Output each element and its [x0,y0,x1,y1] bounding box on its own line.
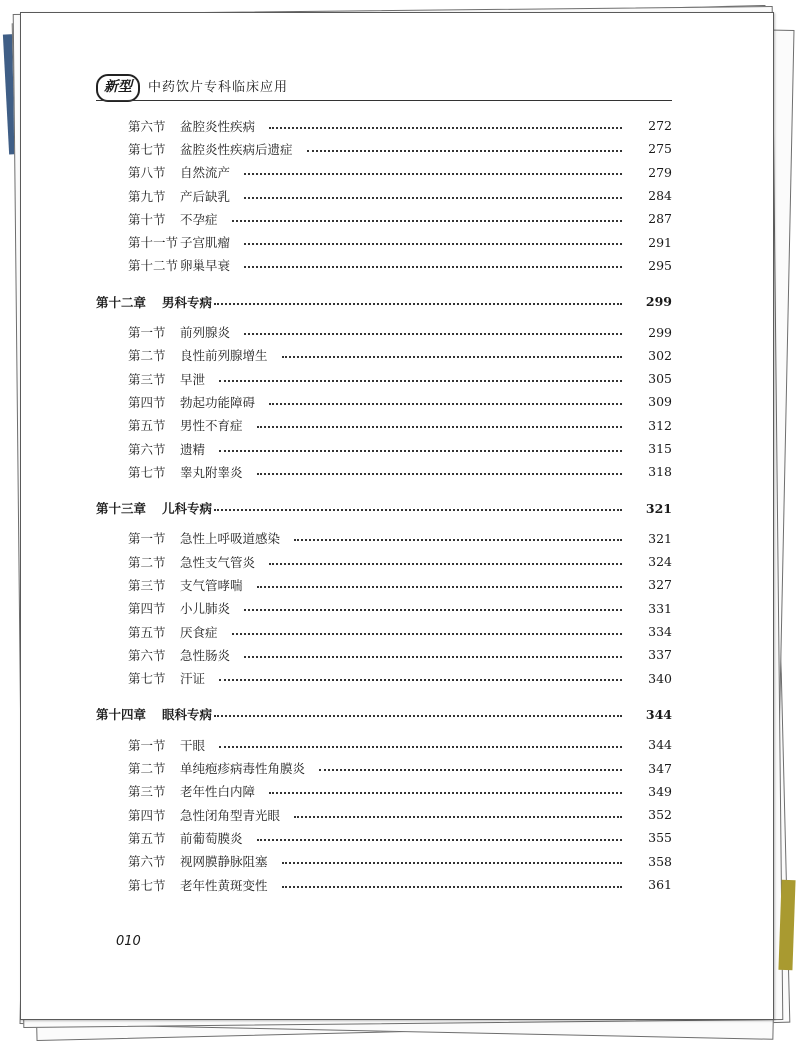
toc-entry-page: 309 [648,394,672,410]
toc-entry-number: 第十二章 [96,294,147,310]
toc-entry-label [96,499,212,517]
toc-entry-number: 第七节 [128,671,166,687]
toc-section-row [96,826,672,849]
toc-entry-label [128,759,305,777]
toc-entry-page: 321 [645,500,672,516]
toc-entry-page: 340 [648,670,672,686]
toc-entry-title: 急性上呼吸道感染 [180,531,281,547]
toc-entry-label [128,163,230,181]
toc-leader-dots [244,266,622,268]
toc-entry-label [128,736,205,754]
toc-entry-number: 第一节 [128,737,166,753]
toc-section-row [96,230,672,253]
toc-leader-dots [219,450,622,452]
toc-entry-title: 急性闭角型青光眼 [180,807,281,823]
toc-leader-dots [214,509,622,511]
toc-entry-page: 352 [648,807,672,823]
series-logo: 新型 [96,74,140,102]
toc-leader-dots [244,609,622,611]
toc-entry-label [128,669,205,687]
toc-entry-label [128,599,230,617]
toc-entry-label [128,140,293,158]
toc-entry-page: 324 [648,554,672,570]
toc-entry-label [128,187,230,205]
toc-entry-page: 275 [648,141,672,157]
toc-leader-dots [257,426,622,428]
toc-entry-title: 小儿肺炎 [180,601,231,617]
toc-entry-number: 第十二节 [128,258,179,274]
toc-entry-number: 第三节 [128,371,166,387]
toc-chapter-row [96,496,672,519]
toc-entry-label [128,806,280,824]
toc-entry-number: 第八节 [128,165,166,181]
toc-entry-number: 第四节 [128,601,166,617]
toc-section-row [96,207,672,230]
toc-entry-page: 337 [648,647,672,663]
toc-section-row [96,161,672,184]
toc-entry-label [128,323,230,341]
toc-entry-page: 349 [648,783,672,799]
toc-entry-page: 327 [648,577,672,593]
toc-leader-dots [269,127,622,129]
toc-entry-title: 前列腺炎 [180,325,231,341]
toc-entry-number: 第七节 [128,464,166,480]
toc-leader-dots [282,862,622,864]
toc-section-row [96,367,672,390]
toc-entry-label [128,829,243,847]
page-number: 010 [116,934,141,949]
toc-section-row [96,320,672,343]
toc-entry-label [128,210,218,228]
toc-entry-number: 第六节 [128,441,166,457]
toc-entry-title: 急性支气管炎 [180,554,256,570]
toc-leader-dots [307,150,622,152]
toc-entry-number: 第七节 [128,877,166,893]
toc-chapter-row [96,703,672,726]
toc-entry-number: 第二节 [128,348,166,364]
toc-entry-page: 295 [648,257,672,273]
toc-leader-dots [244,173,622,175]
toc-entry-number: 第十四章 [96,707,147,723]
toc-entry-title: 良性前列腺增生 [180,348,268,364]
toc-entry-title: 卵巢早衰 [180,258,231,274]
toc-entry-title: 儿科专病 [162,501,213,517]
toc-leader-dots [282,886,622,888]
toc-entry-label [128,370,205,388]
toc-entry-number: 第六节 [128,118,166,134]
toc-entry-page: 358 [648,853,672,869]
table-of-contents [96,114,672,896]
toc-entry-label [96,293,212,311]
toc-section-row [96,803,672,826]
toc-section-row [96,597,672,620]
toc-leader-dots [269,403,622,405]
toc-leader-dots [244,333,622,335]
toc-leader-dots [257,473,622,475]
toc-entry-page: 291 [648,234,672,250]
toc-entry-label [128,852,268,870]
toc-entry-label [128,233,230,251]
toc-section-row [96,733,672,756]
toc-entry-label [128,393,255,411]
toc-leader-dots [269,792,622,794]
toc-entry-page: 272 [648,118,672,134]
toc-leader-dots [257,839,622,841]
toc-entry-label [128,876,268,894]
toc-section-row [96,114,672,137]
toc-entry-page: 315 [648,441,672,456]
toc-entry-title: 前葡萄膜炎 [180,830,243,846]
toc-leader-dots [269,563,622,565]
toc-entry-label [128,117,255,135]
toc-entry-number: 第九节 [128,188,166,204]
toc-entry-title: 盆腔炎性疾病后遗症 [180,141,293,157]
toc-section-row [96,184,672,207]
toc-entry-title: 遗精 [180,441,206,457]
toc-entry-title: 睾丸附睾炎 [180,464,243,480]
toc-entry-number: 第十节 [128,211,166,227]
toc-leader-dots [257,586,622,588]
toc-section-row [96,643,672,666]
toc-leader-dots [214,303,622,305]
toc-entry-page: 302 [648,347,672,363]
toc-entry-number: 第一节 [128,531,166,547]
toc-entry-title: 早泄 [180,371,206,387]
toc-entry-page: 347 [648,760,672,776]
toc-entry-number: 第十三章 [96,501,147,517]
toc-entry-label [128,553,255,571]
toc-entry-page: 312 [648,417,672,433]
toc-entry-number: 第三节 [128,784,166,800]
toc-entry-label [128,576,243,594]
toc-entry-label [128,346,268,364]
toc-entry-title: 老年性黄斑变性 [180,877,268,893]
toc-entry-page: 284 [648,188,672,204]
toc-entry-title: 不孕症 [180,211,218,227]
toc-leader-dots [232,633,622,635]
toc-entry-number: 第二节 [128,554,166,570]
running-title: 中药饮片专科临床应用 [148,80,289,95]
toc-section-row [96,460,672,483]
toc-entry-title: 视网膜静脉阻塞 [180,854,268,870]
toc-leader-dots [219,679,622,681]
toc-entry-number: 第五节 [128,418,166,434]
toc-entry-label [128,416,243,434]
toc-entry-page: 344 [645,706,672,722]
toc-entry-label [128,463,243,481]
toc-entry-page: 305 [648,371,672,387]
running-header [96,74,676,100]
toc-section-row [96,573,672,596]
toc-section-row [96,254,672,277]
toc-leader-dots [214,715,622,717]
toc-entry-number: 第十一节 [128,235,179,251]
toc-entry-page: 344 [648,737,672,753]
toc-section-row [96,620,672,643]
toc-entry-title: 自然流产 [180,165,231,181]
toc-entry-title: 盆腔炎性疾病 [180,118,256,134]
toc-leader-dots [244,197,622,199]
toc-leader-dots [219,746,622,748]
toc-entry-title: 产后缺乳 [180,188,231,204]
toc-section-row [96,873,672,896]
toc-entry-title: 男性不育症 [180,418,243,434]
toc-entry-number: 第六节 [128,647,166,663]
toc-leader-dots [294,539,622,541]
toc-entry-label [128,646,230,664]
toc-entry-page: 318 [648,464,672,480]
stacked-page-edge-olive [778,880,795,970]
toc-entry-title: 干眼 [180,737,206,753]
toc-section-row [96,780,672,803]
toc-entry-title: 厌食症 [180,624,218,640]
toc-entry-label [96,705,212,723]
toc-entry-label [128,623,218,641]
toc-entry-page: 299 [648,324,672,340]
toc-entry-number: 第二节 [128,761,166,777]
toc-entry-title: 子宫肌瘤 [180,235,231,251]
toc-entry-title: 汗证 [180,671,206,687]
header-rule [96,100,672,101]
toc-leader-dots [294,816,622,818]
toc-entry-number: 第五节 [128,830,166,846]
toc-entry-label [128,440,205,458]
toc-leader-dots [232,220,622,222]
toc-entry-number: 第三节 [128,577,166,593]
toc-entry-number: 第六节 [128,854,166,870]
toc-section-row [96,414,672,437]
toc-section-row [96,137,672,160]
toc-entry-title: 男科专病 [162,294,213,310]
toc-entry-page: 299 [645,294,672,310]
toc-entry-label [128,256,230,274]
toc-entry-title: 勃起功能障碍 [180,394,256,410]
toc-section-row [96,756,672,779]
toc-entry-title: 眼科专病 [162,707,213,723]
toc-leader-dots [244,656,622,658]
toc-entry-title: 支气管哮喘 [180,577,243,593]
toc-entry-title: 单纯疱疹病毒性角膜炎 [180,761,306,777]
toc-entry-title: 老年性白内障 [180,784,256,800]
toc-entry-label [128,529,280,547]
toc-leader-dots [244,243,622,245]
toc-section-row [96,437,672,460]
toc-entry-number: 第一节 [128,325,166,341]
toc-leader-dots [219,380,622,382]
toc-entry-number: 第五节 [128,624,166,640]
toc-section-row [96,527,672,550]
toc-entry-label [128,782,255,800]
toc-entry-page: 287 [648,211,672,227]
toc-entry-number: 第四节 [128,807,166,823]
toc-entry-number: 第七节 [128,141,166,157]
toc-section-row [96,550,672,573]
toc-entry-title: 急性肠炎 [180,647,231,663]
toc-entry-page: 361 [648,877,672,893]
toc-entry-number: 第四节 [128,394,166,410]
toc-section-row [96,344,672,367]
toc-entry-page: 321 [648,530,672,546]
toc-section-row [96,667,672,690]
toc-section-row [96,850,672,873]
toc-chapter-row [96,290,672,313]
toc-entry-page: 331 [648,600,672,616]
toc-entry-page: 279 [648,164,672,180]
toc-leader-dots [282,356,622,358]
toc-leader-dots [319,769,622,771]
toc-entry-page: 355 [648,830,672,846]
toc-section-row [96,390,672,413]
toc-entry-page: 334 [648,624,672,640]
